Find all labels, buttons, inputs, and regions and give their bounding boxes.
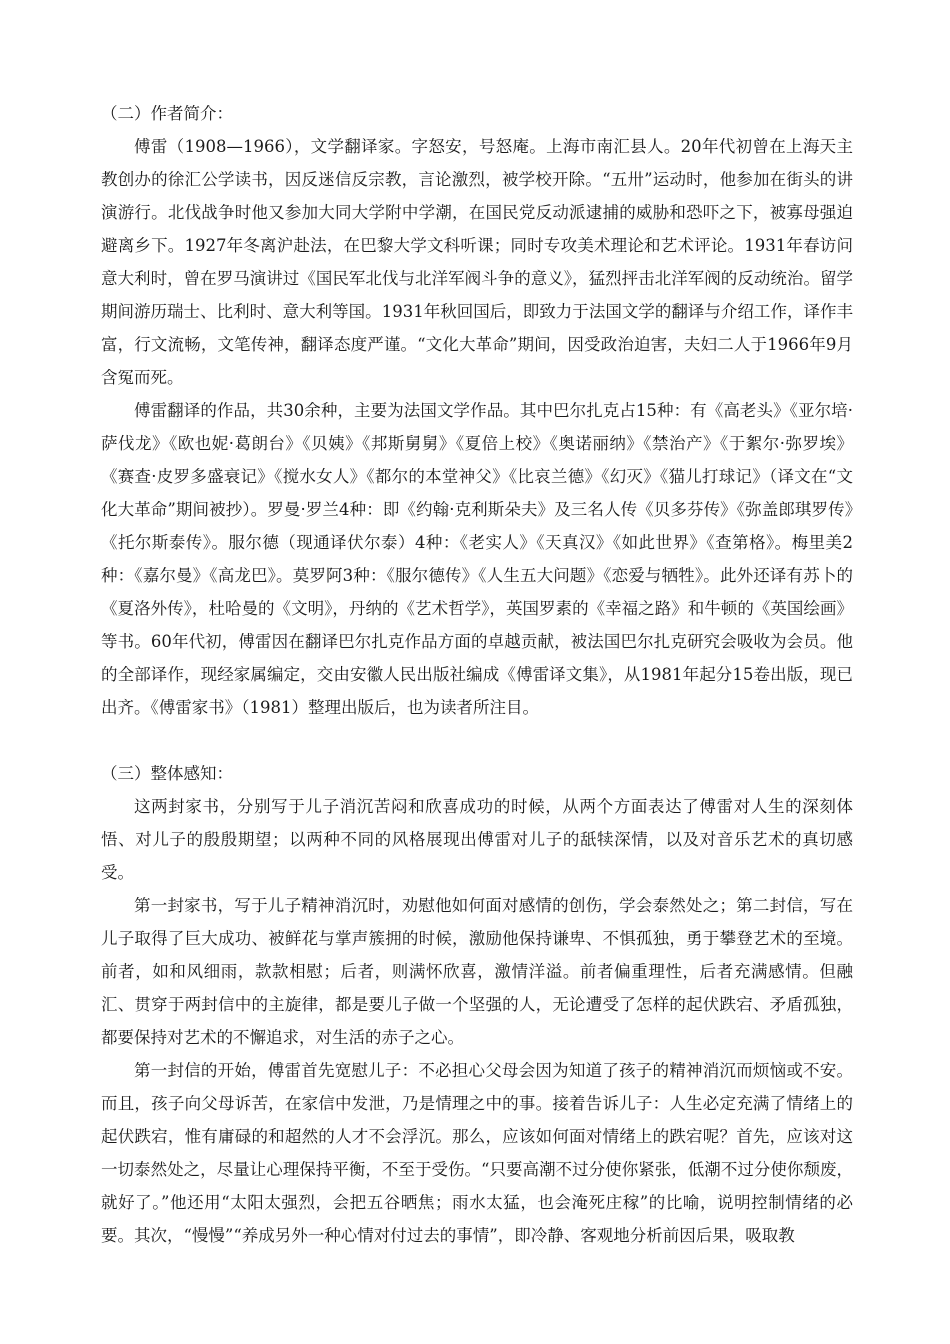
paragraph-translations: 傅雷翻译的作品，共30余种，主要为法国文学作品。其中巴尔扎克占15种：有《高老头》《亚尔培·萨伐龙》《欧也妮·葛朗台》《贝姨》《邦斯舅舅》《夏倍上校》《奥诺丽纳》《禁治产》《于絮尔·弥罗埃》《赛查·皮罗多盛衰记》《搅水女人》《都尔的本堂神父》《比哀兰德》《幻灭》《猫儿打球记》（译文在“文化大革命”期间被抄）。罗曼·罗兰4种：即《约翰·克利斯朵夫》及三名人传《贝多芬传》《弥盖郎琪罗传》《托尔斯泰传》。服尔德（现通译伏尔泰）4种：《老实人》《天真汉》《如此世界》《查第格》。梅里美2种：《嘉尔曼》《高龙巴》。莫罗阿3种：《服尔德传》《人生五大问题》《恋爱与牺牲》。此外还译有苏卜的《夏洛外传》，杜哈曼的《文明》，丹纳的《艺术哲学》，英国罗素的《幸福之路》和牛顿的《英国绘画》等书。60年代初，傅雷因在翻译巴尔扎克作品方面的卓越贡献，被法国巴尔扎克研究会吸收为会员。他的全部译作，现经家属编定，交由安徽人民出版社编成《傅雷译文集》，从1981年起分15卷出版，现已出齐。《傅雷家书》（1981）整理出版后，也为读者所注目。 xyxy=(101,401,853,717)
document-body xyxy=(101,97,853,1252)
paragraph-overview: 这两封家书，分别写于儿子消沉苦闷和欣喜成功的时候，从两个方面表达了傅雷对人生的深刻体悟、对儿子的殷殷期望；以两种不同的风格展现出傅雷对儿子的舐犊深情，以及对音乐艺术的真切感受。 xyxy=(101,797,853,882)
section-heading-overall-perception: （三）整体感知： xyxy=(101,764,233,783)
section-spacer xyxy=(101,724,853,757)
paragraph-biography: 傅雷（1908—1966），文学翻译家。字怒安，号怒庵。上海市南汇县人。20年代初曾在上海天主教创办的徐汇公学读书，因反迷信反宗教，言论激烈，被学校开除。“五卅”运动时，他参加在街头的讲演游行。北伐战争时他又参加大同大学附中学潮，在国民党反动派逮捕的威胁和恐吓之下，被寡母强迫避离乡下。1927年冬离沪赴法，在巴黎大学文科听课；同时专攻美术理论和艺术评论。1931年春访问意大利时，曾在罗马演讲过《国民军北伐与北洋军阀斗争的意义》，猛烈抨击北洋军阀的反动统治。留学期间游历瑞士、比利时、意大利等国。1931年秋回国后，即致力于法国文学的翻译与介绍工作，译作丰富，行文流畅，文笔传神，翻译态度严谨。“文化大革命”期间，因受政治迫害，夫妇二人于1966年9月含冤而死。 xyxy=(101,137,853,387)
section-heading-author-intro: （二）作者简介： xyxy=(101,104,233,123)
paragraph-two-letters: 第一封家书，写于儿子精神消沉时，劝慰他如何面对感情的创伤，学会泰然处之；第二封信，写在儿子取得了巨大成功、被鲜花与掌声簇拥的时候，激励他保持谦卑、不惧孤独，勇于攀登艺术的至境。前者，如和风细雨，款款相慰；后者，则满怀欣喜，激情洋溢。前者偏重理性，后者充满感情。但融汇、贯穿于两封信中的主旋律，都是要儿子做一个坚强的人，无论遭受了怎样的起伏跌宕、矛盾孤独，都要保持对艺术的不懈追求，对生活的赤子之心。 xyxy=(101,896,853,1047)
paragraph-first-letter: 第一封信的开始，傅雷首先宽慰儿子：不必担心父母会因为知道了孩子的精神消沉而烦恼或不安。而且，孩子向父母诉苦，在家信中发泄，乃是情理之中的事。接着告诉儿子：人生必定充满了情绪上的起伏跌宕，惟有庸碌的和超然的人才不会浮沉。那么，应该如何面对情绪上的跌宕呢？首先，应该对这一切泰然处之，尽量让心理保持平衡，不至于受伤。“只要高潮不过分使你紧张，低潮不过分使你颓废，就好了。”他还用“太阳太强烈，会把五谷晒焦；雨水太猛，也会淹死庄稼”的比喻，说明控制情绪的必要。其次，“慢慢”“养成另外一种心情对付过去的事情”，即冷静、客观地分析前因后果，吸取教 xyxy=(101,1061,853,1245)
